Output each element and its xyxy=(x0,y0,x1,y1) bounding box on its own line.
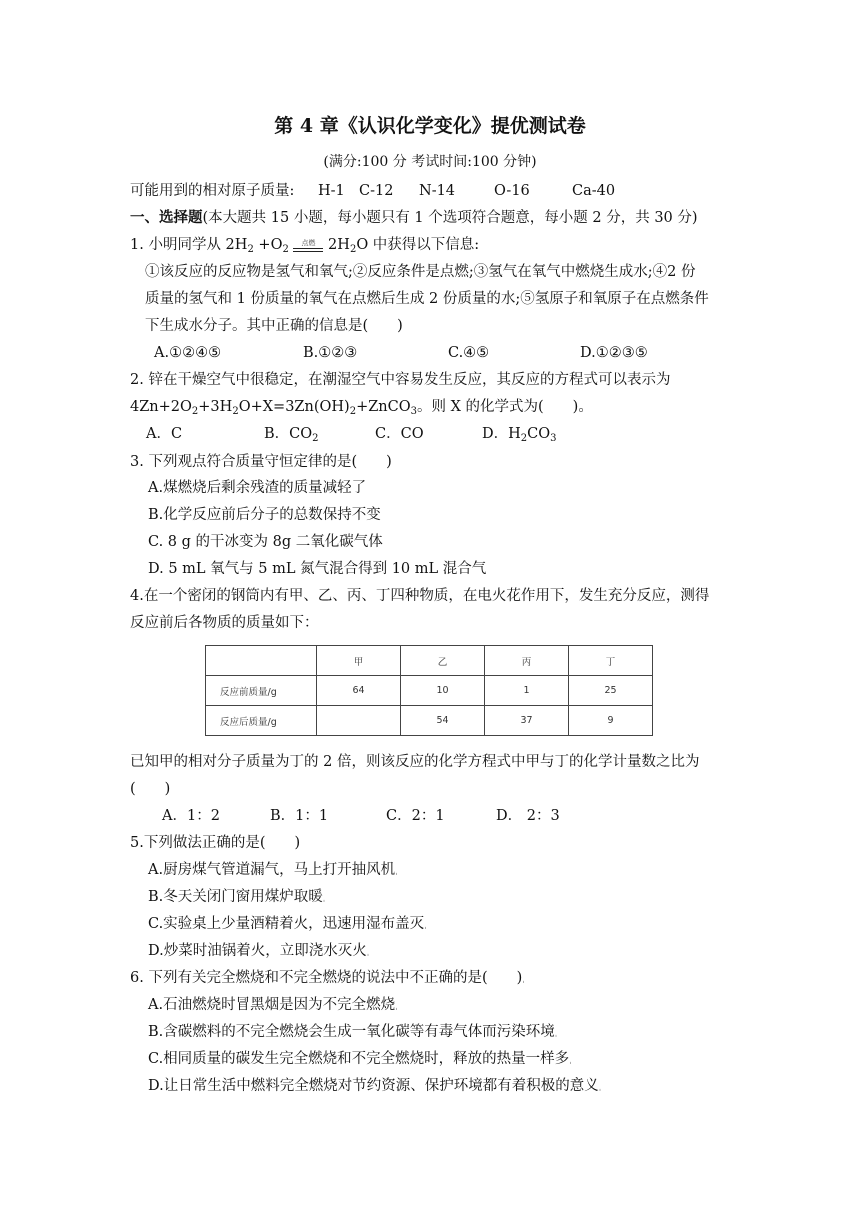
reaction-condition xyxy=(293,239,323,252)
q2-eq-b: +3H xyxy=(198,399,233,415)
atomic-mass-ca: Ca-40 xyxy=(572,183,616,199)
q1-sub-2: 2 xyxy=(282,244,289,255)
q4-option-d[interactable]: D． 2：3 xyxy=(496,808,560,824)
paragraph-mark: ˌ xyxy=(554,1029,558,1039)
table-cell: 54 xyxy=(401,706,485,736)
q2-option-d-text-b: CO xyxy=(527,426,551,442)
table-header-row xyxy=(206,646,653,676)
q6-stem-text: 6. 下列有关完全燃烧和不完全燃烧的说法中不正确的是( ) xyxy=(130,970,523,986)
q2-eq-d: +ZnCO xyxy=(356,399,411,415)
paragraph-mark: ˌ xyxy=(395,867,398,877)
q2-option-b-text: B．CO xyxy=(264,426,313,442)
q5-option-b-text: B.冬天关闭门窗用煤炉取暖 xyxy=(148,889,323,905)
q2-option-c[interactable]: C．CO xyxy=(375,426,424,442)
q5-option-c[interactable] xyxy=(148,914,427,936)
q1-option-d[interactable]: D.①②③⑤ xyxy=(580,345,648,361)
q2-sub-1: 2 xyxy=(191,406,199,417)
atomic-mass-h: H-1 xyxy=(318,183,345,199)
q6-option-b-text: B.含碳燃料的不完全燃烧会生成一氧化碳等有毒气体而污染环境 xyxy=(148,1024,555,1040)
q3-option-a[interactable]: A.煤燃烧后剩余残渣的质量减轻了 xyxy=(148,480,367,496)
q5-option-b[interactable] xyxy=(148,887,325,909)
table-header-cell: 丁 xyxy=(569,646,653,676)
table-header-cell: 丙 xyxy=(485,646,569,676)
question-2-equation xyxy=(130,397,593,417)
q1-text-b: +O xyxy=(253,237,283,253)
q5-option-a[interactable] xyxy=(148,860,398,882)
table-cell xyxy=(317,706,401,736)
q2-sub-2: 2 xyxy=(232,406,239,417)
q5-option-c-text: C.实验桌上少量酒精着火，迅速用湿布盖灭 xyxy=(148,916,425,932)
q2-option-d[interactable] xyxy=(482,424,557,444)
table-header-cell xyxy=(206,646,317,676)
q3-option-d[interactable]: D. 5 mL 氧气与 5 mL 氮气混合得到 10 mL 混合气 xyxy=(148,561,487,577)
q3-option-c[interactable]: C. 8 g 的干冰变为 8g 二氧化碳气体 xyxy=(148,534,383,550)
q6-option-a-text: A.石油燃烧时冒黑烟是因为不完全燃烧 xyxy=(148,997,396,1013)
q1-option-b[interactable]: B.①②③ xyxy=(303,345,358,361)
q1-sub-3: 2 xyxy=(349,244,357,255)
equals-sign xyxy=(293,248,323,252)
q2-eq-a: 4Zn+2O xyxy=(130,399,192,415)
page-title: 第 4 章《认识化学变化》提优测试卷 xyxy=(274,115,586,137)
atomic-mass-o: O-16 xyxy=(494,183,530,199)
atomic-mass-n: N-14 xyxy=(419,183,456,199)
q2-option-b-sub: 2 xyxy=(312,433,319,444)
q5-option-a-text: A.厨房煤气管道漏气，马上打开抽风机 xyxy=(148,862,396,878)
q1-text-d: O 中获得以下信息: xyxy=(356,237,480,253)
question-4-line1: 4.在一个密闭的钢筒内有甲、乙、丙、丁四种物质，在电火花作用下，发生充分反应，测得 xyxy=(130,588,710,604)
table-header-cell: 甲 xyxy=(317,646,401,676)
table-header-cell: 乙 xyxy=(401,646,485,676)
q2-option-d-sub-1: 2 xyxy=(520,433,528,444)
table-cell: 反应后质量/g xyxy=(206,706,317,736)
condition-label: 点燃 xyxy=(301,238,316,247)
section-heading xyxy=(130,208,698,228)
q4-option-a[interactable]: A．1：2 xyxy=(162,808,220,824)
q4-option-c[interactable]: C．2：1 xyxy=(386,808,445,824)
mass-table xyxy=(205,645,653,736)
paragraph-mark: ˌ xyxy=(395,1002,398,1012)
q1-option-c[interactable]: C.④⑤ xyxy=(448,345,490,361)
section-title: 一、选择题 xyxy=(130,209,203,226)
paragraph-mark: ˌ xyxy=(598,1083,602,1093)
q1-text-c: 2H xyxy=(323,237,350,253)
q3-option-b[interactable]: B.化学反应前后分子的总数保持不变 xyxy=(148,507,381,523)
table-cell: 25 xyxy=(569,676,653,706)
q2-option-b[interactable] xyxy=(264,424,319,444)
table-cell: 1 xyxy=(485,676,569,706)
q6-option-d-text: D.让日常生活中燃料完全燃烧对节约资源、保护环境都有着积极的意义 xyxy=(148,1078,599,1094)
question-1-stem xyxy=(130,235,479,255)
q2-eq-c: O+X=3Zn(OH) xyxy=(238,399,350,415)
paragraph-mark: ˌ xyxy=(322,894,326,904)
paragraph-mark: ˌ xyxy=(569,1056,572,1066)
atomic-mass-label: 可能用到的相对原子质量: xyxy=(130,183,295,199)
q1-text-a: 1. 小明同学从 2H xyxy=(130,237,248,253)
q6-option-a[interactable] xyxy=(148,995,398,1017)
table-cell: 37 xyxy=(485,706,569,736)
question-6-stem xyxy=(130,968,525,990)
question-1-line4: 下生成水分子。其中正确的信息是( ) xyxy=(145,318,403,334)
table-cell: 9 xyxy=(569,706,653,736)
q5-option-d[interactable] xyxy=(148,941,369,963)
q5-option-d-text: D.炒菜时油锅着火，立即浇水灭火 xyxy=(148,943,367,959)
table-cell: 10 xyxy=(401,676,485,706)
q2-option-d-text-a: D．H xyxy=(482,426,521,442)
section-instructions: (本大题共 15 小题，每小题只有 1 个选项符合题意，每小题 2 分，共 30 分) xyxy=(202,210,698,226)
table-row xyxy=(206,676,653,706)
table-cell: 反应前质量/g xyxy=(206,676,317,706)
table-cell: 64 xyxy=(317,676,401,706)
q2-eq-e: 。则 X 的化学式为( )。 xyxy=(416,399,593,415)
paragraph-mark: ˌ xyxy=(366,948,370,958)
question-5-stem: 5.下列做法正确的是( ) xyxy=(130,835,301,851)
question-4-line2: 反应前后各物质的质量如下： xyxy=(130,615,319,631)
q2-option-a[interactable]: A．C xyxy=(146,426,183,442)
q2-sub-4: 3 xyxy=(410,406,417,417)
q2-option-d-sub-2: 3 xyxy=(550,433,557,444)
q6-option-d[interactable] xyxy=(148,1076,601,1098)
question-4-after1: 已知甲的相对分子质量为丁的 2 倍，则该反应的化学方程式中甲与丁的化学计量数之比为 xyxy=(130,754,700,770)
q1-option-a[interactable]: A.①②④⑤ xyxy=(154,345,222,361)
q4-option-b[interactable]: B．1：1 xyxy=(270,808,329,824)
q1-sub-1: 2 xyxy=(247,244,254,255)
paragraph-mark: ˌ xyxy=(424,921,427,931)
question-2-stem: 2. 锌在干燥空气中很稳定，在潮湿空气中容易发生反应，其反应的方程式可以表示为 xyxy=(130,372,671,388)
exam-info: (满分:100 分 考试时间:100 分钟) xyxy=(323,154,537,170)
paragraph-mark: ˌ xyxy=(522,975,525,985)
q6-option-c-text: C.相同质量的碳发生完全燃烧和不完全燃烧时，释放的热量一样多 xyxy=(148,1051,570,1067)
q2-sub-3: 2 xyxy=(349,406,357,417)
question-1-line3: 质量的氢气和 1 份质量的氧气在点燃后生成 2 份质量的水;⑤氢原子和氧原子在点燃条件 xyxy=(145,291,709,307)
atomic-mass-c: C-12 xyxy=(359,183,394,199)
question-1-line2: ①该反应的反应物是氢气和氧气;②反应条件是点燃;③氢气在氧气中燃烧生成水;④2 份 xyxy=(145,264,696,280)
table-row xyxy=(206,706,653,736)
q6-option-c[interactable] xyxy=(148,1049,572,1071)
question-4-after2: ( ) xyxy=(130,781,171,797)
q6-option-b[interactable] xyxy=(148,1022,557,1044)
question-3-stem: 3. 下列观点符合质量守恒定律的是( ) xyxy=(130,454,392,470)
